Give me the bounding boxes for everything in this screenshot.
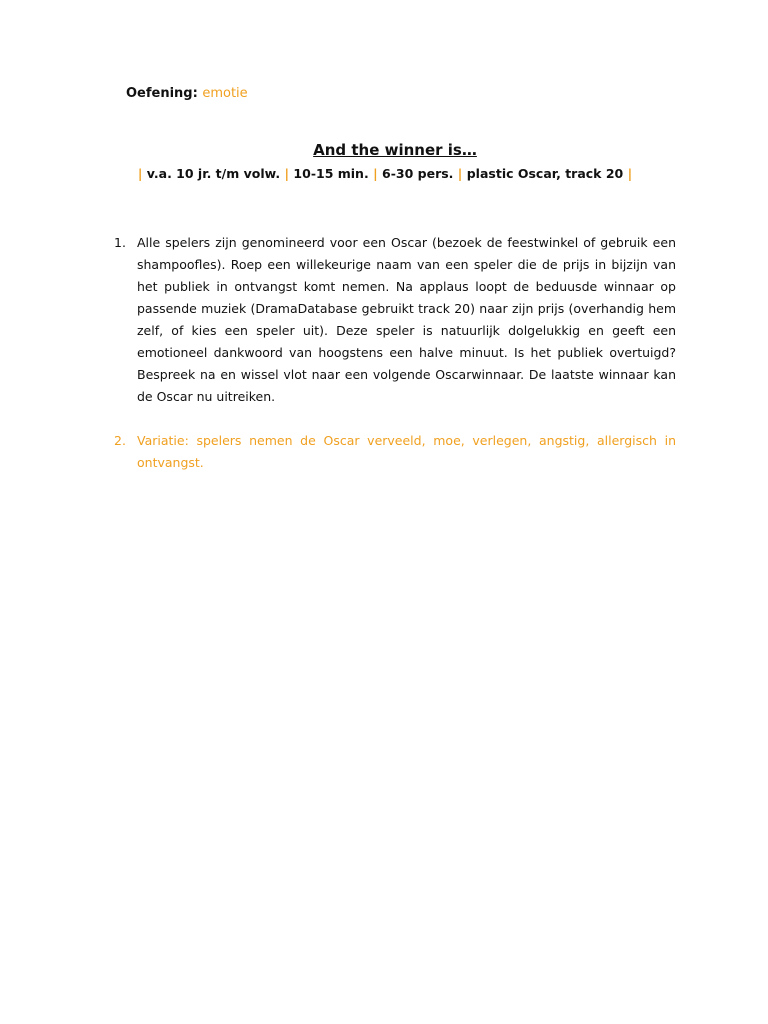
meta-separator: | [627,166,633,181]
list-item [114,232,676,408]
list-item-number: 2. [114,433,126,448]
meta-separator: | [373,166,378,181]
exercise-meta [0,166,768,182]
meta-separator: | [284,166,290,181]
meta-age: v.a. 10 jr. t/m volw. [146,166,281,181]
meta-separator: | [457,166,463,181]
meta-materials: plastic Oscar, track 20 [466,166,624,181]
exercise-topic: emotie [202,86,248,101]
meta-separator: | [137,166,143,181]
instructions-list [114,232,676,474]
list-item-number: 1. [114,235,126,250]
exercise-heading [126,86,248,102]
list-item-text: Variatie: spelers nemen de Oscar verveeld, moe, verlegen, angstig, allergisch in ontvangst. [137,433,676,470]
meta-duration: 10-15 min. [293,166,369,181]
list-item-variation [114,430,676,474]
meta-persons: 6-30 pers. [382,166,454,181]
exercise-label: Oefening: [126,86,198,101]
list-item-text: Alle spelers zijn genomineerd voor een Oscar (bezoek de feestwinkel of gebruik een shampoofles). Roep een willekeurige naam van een speler die de prijs in bijzijn van het publiek in ontvangst komt nemen. Na applaus loopt de beduusde winnaar op passende muziek (DramaDatabase gebruikt track 20) naar zijn prijs (overhandig hem zelf, of kies een speler uit). Deze speler is natuurlijk dolgelukkig en geeft een emotioneel dankwoord van hoogstens een halve minuut. Is het publiek overtuigd? Bespreek na en wissel vlot naar een volgende Oscarwinnaar. De laatste winnaar kan de Oscar nu uitreiken. [137,235,676,404]
page-title: And the winner is… [313,141,477,159]
